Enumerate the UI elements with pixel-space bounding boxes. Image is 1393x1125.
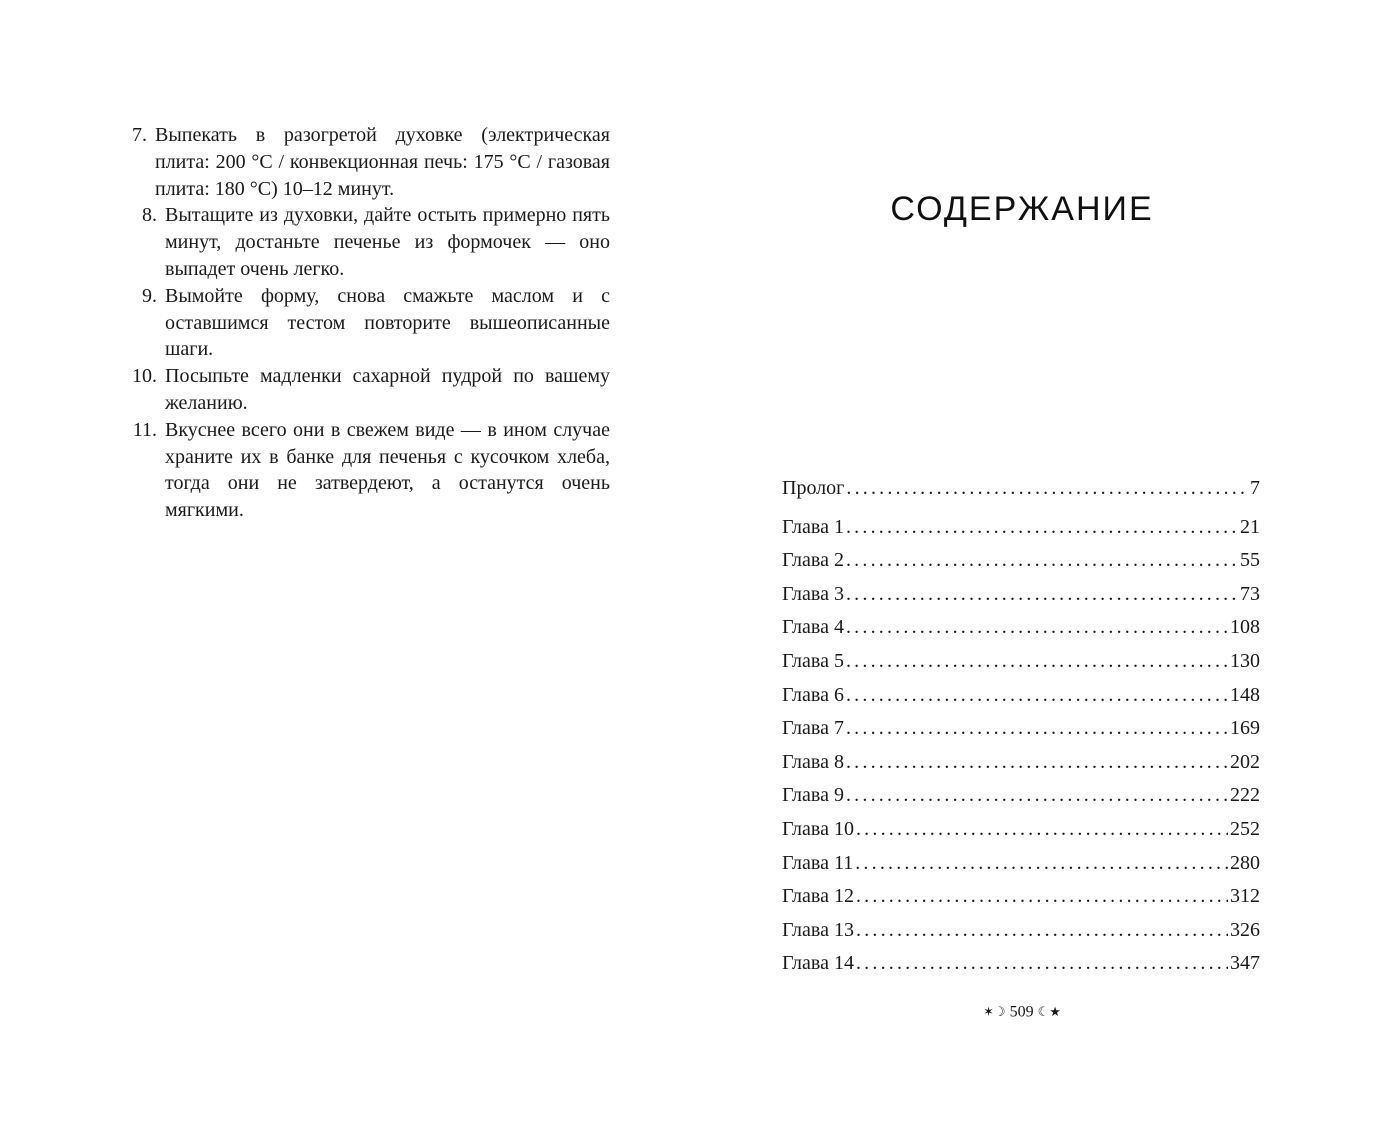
dot-leader [846,544,1238,578]
dot-leader [846,472,1248,506]
star-moon-ornament-icon: ✶☽ [983,1004,1006,1020]
dot-leader [856,813,1228,847]
step-number: 7. [132,124,147,146]
dot-leader [856,947,1228,981]
dot-leader [846,712,1228,746]
step-text: Посыпьте мадленки сахарной пудрой по вашему желанию. [165,365,610,414]
toc-entry-chapter-3[interactable] [782,578,1260,612]
toc-entry-chapter-1[interactable] [782,511,1260,545]
toc-entry-label: Глава 1 [782,515,844,538]
toc-entry-page: 7 [1250,477,1260,499]
toc-entry-page: 55 [1240,549,1260,572]
toc-entry-label: Глава 11 [782,851,854,874]
recipe-step [120,202,610,282]
toc-entry-page: 347 [1230,952,1260,975]
step-number: 8. [142,204,157,227]
recipe-steps-list [120,122,610,524]
dot-leader [846,779,1228,813]
toc-entry-page: 108 [1230,616,1260,639]
recipe-step [120,417,610,524]
step-number: 11. [132,418,157,441]
step-number: 9. [142,284,157,307]
toc-entry-label: Глава 5 [782,649,844,672]
step-text: Вымойте форму, снова смажьте маслом и с оставшимся тестом повторите вышеописанные шаги. [165,284,610,361]
toc-entry-label: Пролог [782,477,845,499]
toc-entry-label: Глава 12 [782,885,854,908]
toc-entry-chapter-12[interactable] [782,880,1260,914]
toc-entry-chapter-11[interactable] [782,847,1260,881]
dot-leader [855,847,1228,881]
dot-leader [856,914,1228,948]
dot-leader [846,679,1228,713]
recipe-step [120,363,610,417]
toc-title: СОДЕРЖАНИЕ [890,190,1154,228]
toc-entry-chapter-8[interactable] [782,746,1260,780]
toc-entry-label: Глава 7 [782,717,844,740]
table-of-contents [782,472,1260,981]
toc-entry-page: 252 [1230,817,1260,840]
toc-entry-page: 326 [1230,918,1260,941]
moon-star-ornament-icon: ☾★ [1037,1004,1061,1020]
recipe-step [120,122,610,202]
toc-entry-chapter-6[interactable] [782,679,1260,713]
toc-entry-label: Глава 13 [782,918,854,941]
toc-entry-chapter-4[interactable] [782,611,1260,645]
toc-entry-label: Глава 6 [782,683,844,706]
toc-entry-chapter-7[interactable] [782,712,1260,746]
step-text: Вкуснее всего они в свежем виде — в ином случае храните их в банке для печенья с кусочком хлеба, тогда они не затвердеют, а останутся очень мягкими. [165,418,610,522]
toc-entry-label: Глава 3 [782,582,844,605]
toc-entry-chapter-13[interactable] [782,914,1260,948]
toc-entry-page: 73 [1240,582,1260,605]
toc-entry-page: 280 [1230,851,1260,874]
toc-entry-chapter-10[interactable] [782,813,1260,847]
toc-entry-chapter-2[interactable] [782,544,1260,578]
toc-entry-page: 148 [1230,683,1260,706]
dot-leader [856,880,1228,914]
toc-entry-chapter-9[interactable] [782,779,1260,813]
toc-entry-label: Глава 9 [782,784,844,807]
dot-leader [846,645,1228,679]
toc-entry-page: 21 [1240,515,1260,538]
page-number-folio [782,1003,1262,1021]
toc-entry-label: Глава 2 [782,549,844,572]
step-number: 10. [132,365,157,388]
toc-entry-prologue[interactable] [782,472,1260,506]
toc-entry-page: 202 [1230,750,1260,773]
dot-leader [846,511,1238,545]
step-text: Выпекать в разогретой духовке (электрическая плита: 200 °C / конвекционная печь: 175 °C / газовая плита: 180 °C) 10–12 минут. [155,124,610,200]
toc-entry-page: 312 [1230,885,1260,908]
page-number: 509 [1009,1003,1034,1021]
toc-entry-page: 169 [1230,717,1260,740]
toc-entry-chapter-5[interactable] [782,645,1260,679]
toc-entry-label: Глава 4 [782,616,844,639]
dot-leader [846,578,1238,612]
dot-leader [846,611,1228,645]
toc-entry-label: Глава 10 [782,817,854,840]
toc-entry-page: 130 [1230,649,1260,672]
toc-entry-label: Глава 14 [782,952,854,975]
dot-leader [846,746,1228,780]
toc-entry-page: 222 [1230,784,1260,807]
recipe-step [120,283,610,363]
step-text: Вытащите из духовки, дайте остыть примерно пять минут, достаньте печенье из формочек — оно выпадет очень легко. [165,204,610,280]
toc-entry-label: Глава 8 [782,750,844,773]
toc-entry-chapter-14[interactable] [782,947,1260,981]
